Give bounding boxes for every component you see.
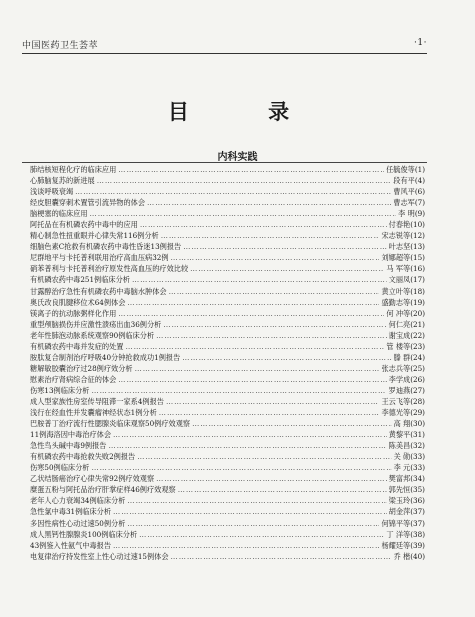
toc-entry-title: 有机磷农药中毒251例临床分析 [30, 275, 130, 285]
header-divider [22, 53, 427, 54]
toc-entry [30, 252, 425, 263]
toc-entry [30, 506, 425, 517]
toc-entry-title: 43例鉴入性氨气中毒报告 [30, 540, 112, 550]
toc-entry-title: 细脑色素C抢救有机磷农药中毒性昏迷13例报告 [30, 242, 182, 252]
toc-entry-title: 慰素治疗肾病综合征的体会 [30, 374, 117, 384]
series-title: 中国医药卫生荟萃 [22, 41, 99, 51]
leader-dots [140, 219, 387, 230]
leader-dots [171, 252, 380, 263]
toc-entry-author-page: 曹志军(7) [393, 198, 425, 208]
toc-entry [30, 462, 425, 473]
toc-entry-title: 奥氏改良肌腱移位术64例体会 [30, 297, 126, 307]
leader-dots [135, 363, 380, 374]
toc-entry [30, 241, 425, 252]
toc-entry-title: 阿托品在有机磷农药中毒中的应用 [30, 220, 138, 230]
toc-entry-author-page: 黄黎平(31) [388, 430, 425, 440]
page-title: 目 录 [167, 99, 326, 124]
table-of-contents [30, 164, 425, 562]
toc-entry-title: 成人型家族性房室传导阻滞一家系4例报告 [30, 396, 164, 406]
toc-entry-author-page: 张志兵等(25) [381, 363, 425, 373]
leader-dots [166, 396, 380, 407]
toc-entry-author-page: 杨耀廷等(39) [381, 540, 425, 550]
toc-entry-title: 电复律治疗持发性室上性心动过速15例体会 [30, 551, 169, 561]
page-number: ·1· [414, 38, 427, 48]
toc-entry-title: 经皮胆囊穿刺术置管引流异物的体会 [30, 198, 146, 208]
leader-dots [118, 164, 384, 175]
toc-entry [30, 197, 425, 208]
leader-dots [139, 529, 384, 540]
toc-entry [30, 263, 425, 274]
leader-dots [156, 473, 387, 484]
toc-entry-author-page: 刘娜超等(15) [381, 253, 425, 263]
toc-entry-author-page: 李学成(26) [388, 374, 425, 384]
toc-entry-title: 糜蛋五粉与阿托品治疗肝掌症样46例疗效观察 [30, 485, 176, 495]
leader-dots [75, 186, 391, 197]
leader-dots [147, 197, 391, 208]
leader-dots [192, 418, 391, 429]
toc-entry [30, 341, 425, 352]
toc-entry-author-page: 胡金萍(37) [388, 507, 425, 517]
toc-entry [30, 473, 425, 484]
toc-entry [30, 330, 425, 341]
toc-entry [30, 484, 425, 495]
leader-dots [132, 274, 387, 285]
leader-dots [183, 241, 386, 252]
toc-entry-author-page: 何 冲等(20) [386, 308, 425, 318]
toc-entry-title: 多因性病性心动过速50例分析 [30, 518, 126, 528]
toc-entry-author-page: 付春艳(10) [388, 220, 425, 230]
toc-entry-title: 脑梗塞的临床应用 [30, 209, 88, 219]
toc-entry-title: 乙状结肠癌治疗心律失常92例疗效观察 [30, 474, 155, 484]
toc-entry-title: 糖解敏胶囊治疗过28例疗效分析 [30, 363, 133, 373]
toc-entry [30, 308, 425, 319]
leader-dots [163, 319, 386, 330]
toc-entry-author-page: 陈美昌(32) [388, 441, 425, 451]
leader-dots [156, 330, 387, 341]
toc-entry-title: 成人黑钙性腺腺炎100例临床分析 [30, 529, 138, 539]
toc-entry [30, 440, 425, 451]
leader-dots [127, 518, 379, 529]
toc-entry-title: 有机磷农药中毒并发症的处置 [30, 341, 124, 351]
toc-entry-title: 镁离子的抗动脉粥样化作用 [30, 308, 117, 318]
toc-entry-title: 浅谈呼吸衰竭 [30, 187, 74, 197]
toc-entry-author-page: 管 楼等(23) [386, 341, 425, 351]
toc-entry-author-page: 文丽凤(17) [388, 275, 425, 285]
leader-dots [125, 341, 384, 352]
leader-dots [113, 429, 387, 440]
toc-entry-author-page: 乔 楷(40) [393, 551, 425, 561]
toc-entry-author-page: 曹风平(6) [393, 187, 425, 197]
toc-entry-author-page: 滕 群(24) [393, 352, 425, 362]
toc-entry-title: 精心制急性扭重眼并心律失常116例分析 [30, 231, 159, 241]
toc-entry-title: 肺结核短程化疗的临床应用 [30, 165, 117, 174]
leader-dots [137, 451, 391, 462]
toc-entry-author-page: 段有平(4) [393, 176, 425, 186]
toc-entry-author-page: 谢宝成(22) [388, 330, 425, 340]
toc-entry-title: 老年人心力衰竭34例临床分析 [30, 496, 126, 506]
toc-entry [30, 219, 425, 230]
toc-entry-author-page: 李 明(9) [398, 209, 425, 219]
toc-entry-title: 心肺脑复苏的新进展 [30, 176, 95, 186]
leader-dots [178, 484, 387, 495]
toc-entry-title: 巴胺普丁治疗流行性腮腺炎临床观察50例疗效观察 [30, 419, 191, 429]
toc-entry [30, 529, 425, 540]
toc-entry-author-page: 何锦平等(37) [381, 518, 425, 528]
toc-entry-author-page: 李德光等(29) [381, 408, 425, 418]
toc-entry-author-page: 黄立叶等(18) [381, 286, 425, 296]
toc-entry-title: 伤寒13例临床分析 [30, 385, 90, 395]
toc-entry-title: 胺肽复合制剂治疗呼吸40分钟抢救成功1例报告 [30, 352, 181, 362]
toc-entry [30, 429, 425, 440]
toc-entry-title: 浅行在经血性并发囊瘤神经状态1例分析 [30, 408, 157, 418]
toc-entry-title: 急性氯中毒31例临床分析 [30, 507, 112, 517]
toc-entry-author-page: 高 翔(30) [393, 419, 425, 429]
leader-dots [118, 374, 386, 385]
section-heading: 内科实践 [217, 152, 258, 163]
leader-dots [91, 385, 386, 396]
toc-entry-author-page: 盛勤志等(19) [381, 297, 425, 307]
toc-entry-author-page: 丁 洋等(38) [386, 529, 425, 539]
toc-entry-author-page: 樊富邦(34) [388, 474, 425, 484]
toc-entry [30, 551, 425, 562]
toc-entry-title: 有机磷农药中毒抢救失败2例报告 [30, 452, 136, 462]
toc-entry-title: 甘露醇治疗急性有机磷农药中毒脑水肿体会 [30, 286, 167, 296]
leader-dots [161, 230, 380, 241]
leader-dots [190, 263, 384, 274]
leader-dots [127, 297, 379, 308]
toc-entry [30, 319, 425, 330]
leader-dots [159, 407, 380, 418]
toc-entry-author-page: 关 勋(33) [393, 452, 425, 462]
toc-entry-title: 重型颅脑损伤并应激性溃疡出血36例分析 [30, 319, 162, 329]
leader-dots [127, 495, 386, 506]
toc-entry [30, 518, 425, 529]
toc-entry [30, 407, 425, 418]
toc-entry-title: 11例海洛因中毒治疗体会 [30, 430, 112, 440]
toc-entry-title: 硝苯普利与卡托普利治疗原发性高血压的疗效比较 [30, 264, 189, 274]
toc-entry-title: 尼群地平与卡托普利联用治疗高血压病32例 [30, 253, 169, 263]
leader-dots [97, 175, 392, 186]
toc-entry-author-page: 何仁亮(21) [388, 319, 425, 329]
toc-entry-author-page: 郭先恒(35) [388, 485, 425, 495]
section-divider [22, 162, 427, 163]
toc-entry-title: 急性鸟头碱中毒9例报告 [30, 441, 107, 451]
toc-entry [30, 418, 425, 429]
toc-entry-author-page: 宋志锐等(12) [381, 231, 425, 241]
toc-entry [30, 352, 425, 363]
toc-entry [30, 495, 425, 506]
leader-dots [118, 308, 384, 319]
toc-entry-author-page: 罗迪燕(27) [388, 385, 425, 395]
toc-entry-author-page: 梁玉玲(36) [388, 496, 425, 506]
toc-entry-author-page: 王云飞等(28) [381, 396, 425, 406]
toc-entry-author-page: 任毓俊等(1) [386, 165, 425, 174]
toc-entry [30, 451, 425, 462]
toc-entry [30, 396, 425, 407]
toc-entry [30, 363, 425, 374]
toc-entry-title: 伤寒50例临床分析 [30, 463, 90, 473]
toc-entry-title: 老年性肺泡动脉系统观察90例临床分析 [30, 330, 155, 340]
toc-entry-author-page: 李 元(33) [393, 463, 425, 473]
leader-dots [113, 506, 387, 517]
toc-entry-author-page: 马 军等(16) [386, 264, 425, 274]
leader-dots [113, 540, 379, 551]
leader-dots [91, 462, 391, 473]
leader-dots [169, 286, 380, 297]
toc-entry [30, 297, 425, 308]
leader-dots [90, 208, 397, 219]
toc-entry [30, 186, 425, 197]
toc-entry [30, 286, 425, 297]
toc-entry [30, 385, 425, 396]
toc-entry [30, 274, 425, 285]
toc-entry [30, 208, 425, 219]
toc-entry-author-page: 叶志坚(13) [388, 242, 425, 252]
leader-dots [108, 440, 386, 451]
toc-entry [30, 230, 425, 241]
toc-entry [30, 540, 425, 551]
leader-dots [182, 352, 391, 363]
toc-entry [30, 175, 425, 186]
toc-entry [30, 374, 425, 385]
leader-dots [171, 551, 392, 562]
toc-entry [30, 164, 425, 175]
